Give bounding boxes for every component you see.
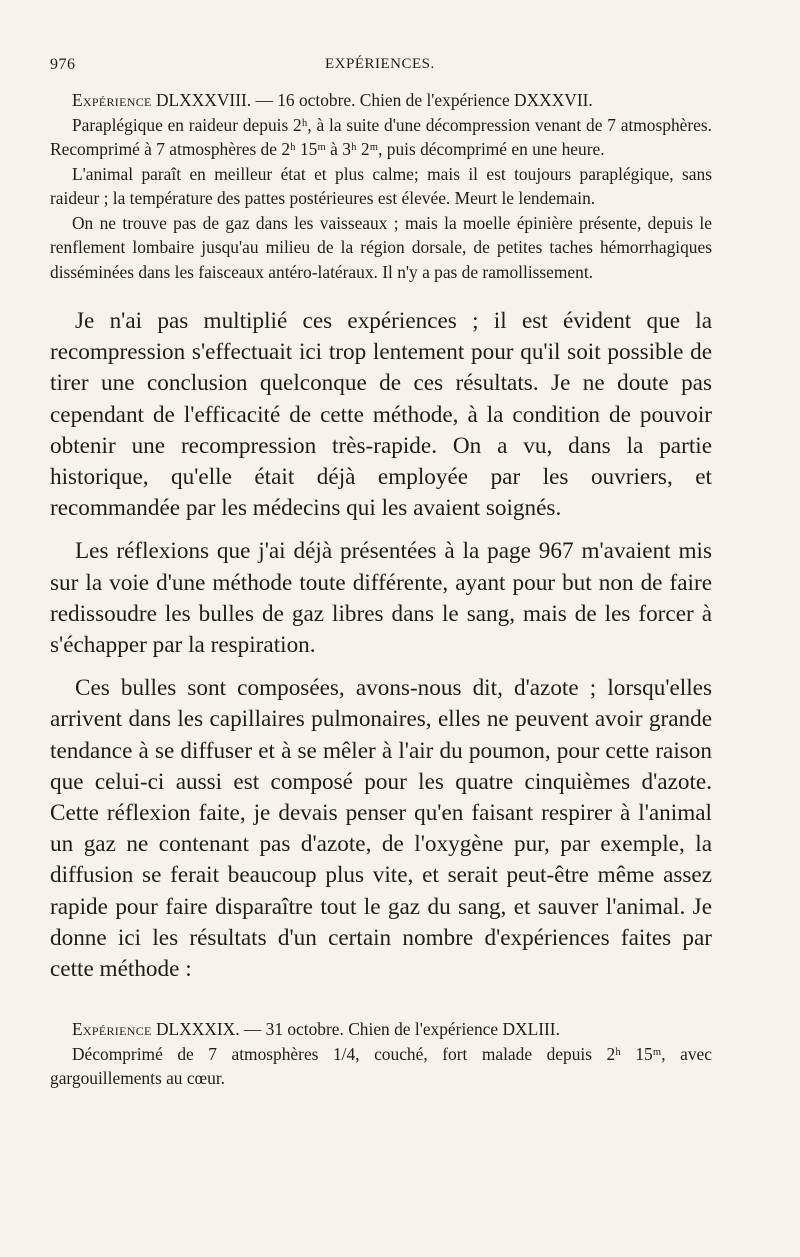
experiment-paragraph: Paraplégique en raideur depuis 2ʰ, à la suite d'une décompression venant de 7 atmosphères. Recomprimé à 7 atmosphères de 2ʰ 15ᵐ à 3ʰ 2ᵐ, puis décomprimé en une heure. [50,114,712,159]
page-number: 976 [50,56,76,73]
experiment-heading: DLXXXVIII. — 16 octobre. Chien de l'expérience DXXXVII. [155,90,593,110]
book-page [50,56,712,1091]
experiment-paragraph: On ne trouve pas de gaz dans les vaisseaux ; mais la moelle épinière présente, depuis le renflement lombaire jusqu'au milieu de la région dorsale, de petites taches hémorrhagiques disséminées dans les faisceaux antéro-latéraux. Il n'y a pas de ramollissement. [50,212,712,282]
main-text [50,306,712,985]
page-header [50,56,712,74]
running-title: EXPÉRIENCES. [325,56,435,72]
body-paragraph: Je n'ai pas multiplié ces expériences ; il est évident que la recompression s'effectuait ici trop lentement pour qu'il soit possible de tirer une conclusion quelconque de ces résultats. Je ne doute pas cependant de l'efficacité de cette méthode, à la condition de pouvoir obtenir une recompression très-rapide. On a vu, dans la partie historique, qu'elle était déjà employée par les ouvriers, et recommandée par les médecins qui les avaient soignés. [50,308,712,522]
experiment-dlxxxviii [50,88,712,284]
body-paragraph: Les réflexions que j'ai déjà présentées à la page 967 m'avaient mis sur la voie d'une méthode toute différente, ayant pour but non de faire redissoudre les bulles de gaz libres dans le sang, mais de les forcer à s'échapper par la respiration. [50,538,712,659]
experiment-paragraph: L'animal paraît en meilleur état et plus calme; mais il est toujours paraplégique, sans raideur ; la température des pattes postérieures est élevée. Meurt le lendemain. [50,163,712,208]
experiment-label: Expérience [72,90,152,110]
experiment-dlxxxix [50,1017,712,1091]
experiment-heading: DLXXXIX. — 31 octobre. Chien de l'expérience DXLIII. [155,1019,560,1040]
body-paragraph: Ces bulles sont composées, avons-nous dit, d'azote ; lorsqu'elles arrivent dans les capillaires pulmonaires, elles ne peuvent avoir grande tendance à se diffuser et à se mêler à l'air du poumon, pour cette raison que celui-ci aussi est composé pour les quatre cinquièmes d'azote. Cette réflexion faite, je devais penser qu'en faisant respirer à l'animal un gaz ne contenant pas d'azote, de l'oxygène pur, par exemple, la diffusion se ferait beaucoup plus vite, et serait peut-être même assez rapide pour faire disparaître tout le gaz du sang, et sauver l'animal. Je donne ici les résultats d'un certain nombre d'expériences faites par cette méthode : [50,675,712,983]
experiment-paragraph: Décomprimé de 7 atmosphères 1/4, couché, fort malade depuis 2ʰ 15ᵐ, avec gargouillements au cœur. [50,1043,712,1089]
experiment-label: Expérience [72,1019,152,1040]
